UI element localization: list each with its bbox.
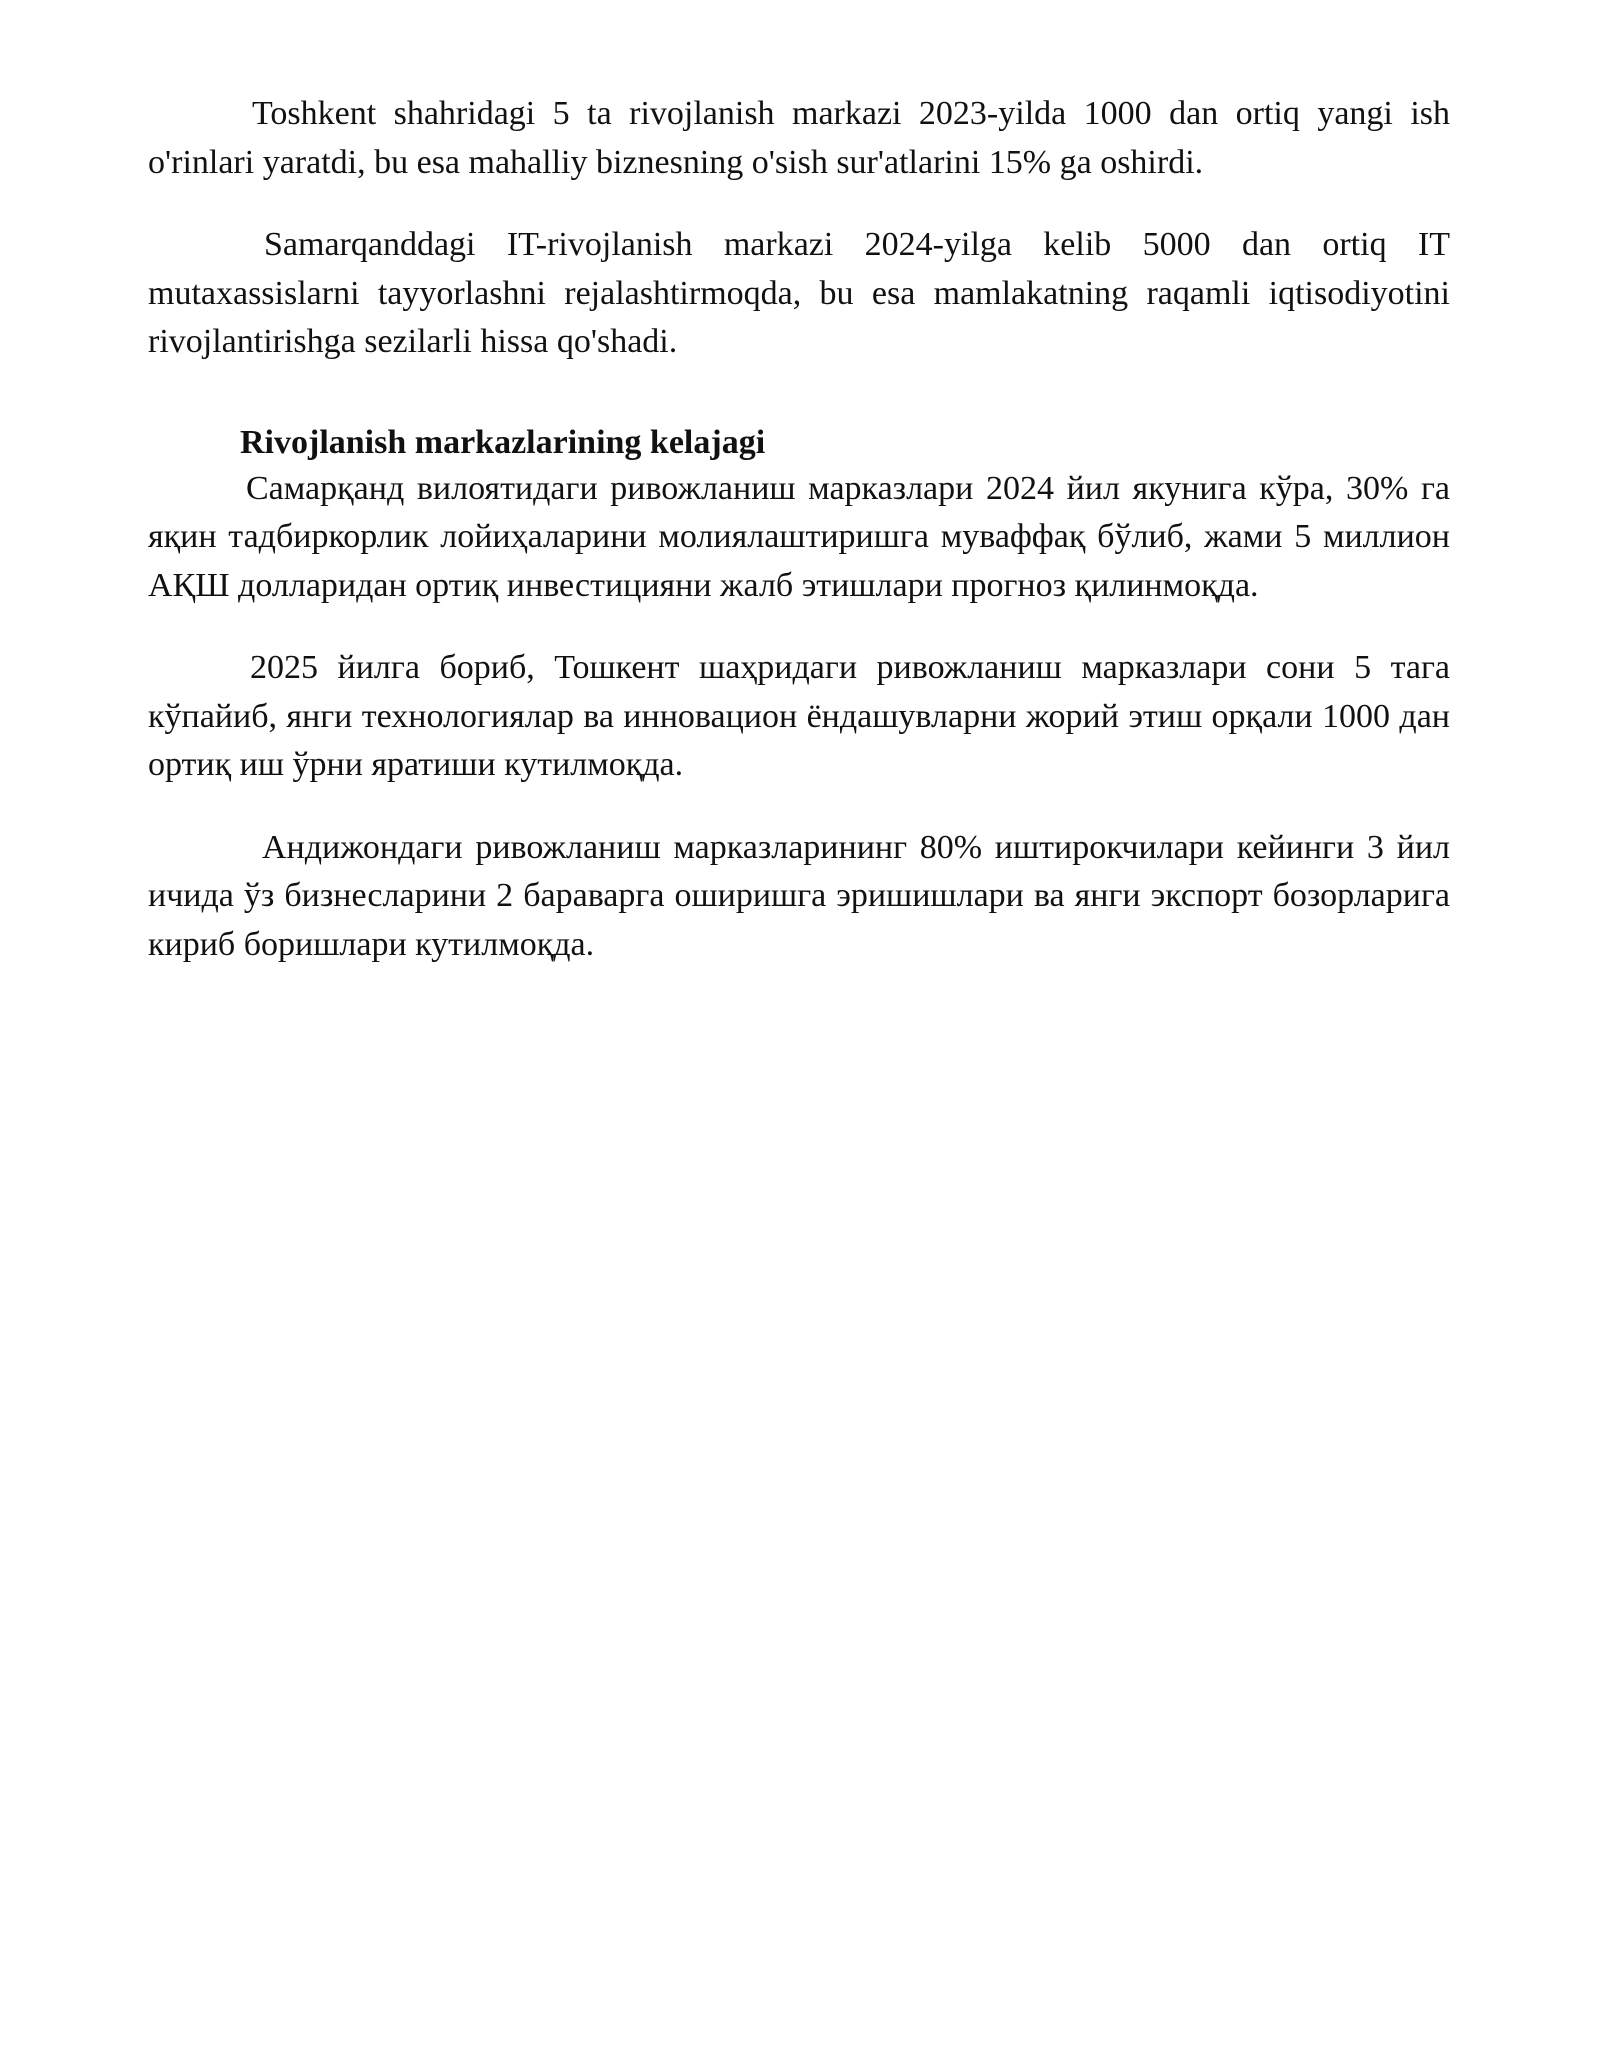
paragraph-tashkent-jobs: Toshkent shahridagi 5 ta rivojlanish markazi 2023-yilda 1000 dan ortiq yangi ish o'rinlari yaratdi, bu esa mahalliy biznesning o'sish sur'atlarini 15% ga oshirdi.	[148, 95, 1450, 181]
paragraph-tashkent-2025: 2025 йилга бориб, Тошкент шаҳридаги ривожланиш марказлари сони 5 тага кўпайиб, янги технологиялар ва инновацион ёндашувларни жорий этиш орқали 1000 дан ортиқ иш ўрни яратиши кутилмоқда.	[148, 649, 1450, 783]
section-heading: Rivojlanish markazlarining kelajagi	[240, 423, 766, 461]
paragraph-andijan: Андижондаги ривожланиш марказларининг 80% иштирокчилари кейинги 3 йил ичида ўз бизнесларини 2 бараварга оширишга эришишлари ва янги экспорт бозорларига кириб боришлари кутилмоқда.	[148, 828, 1450, 963]
paragraph-samarkand-it: Samarqanddagi IT-rivojlanish markazi 2024-yilga kelib 5000 dan ortiq IT mutaxassislarni tayyorlashni rejalashtirmoqda, bu esa mamlakatning raqamli iqtisodiyotini rivojlantirishga sezilarli hissa qo'shadi.	[148, 226, 1450, 360]
paragraph-samarkand-investment: Самарқанд вилоятидаги ривожланиш марказлари 2024 йил якунига кўра, 30% га яқин тадбиркорлик лойиҳаларини молиялаштиришга муваффақ бўлиб, жами 5 миллион АҚШ долларидан ортиқ инвестицияни жалб этишлари прогноз қилинмоқда.	[148, 469, 1450, 604]
